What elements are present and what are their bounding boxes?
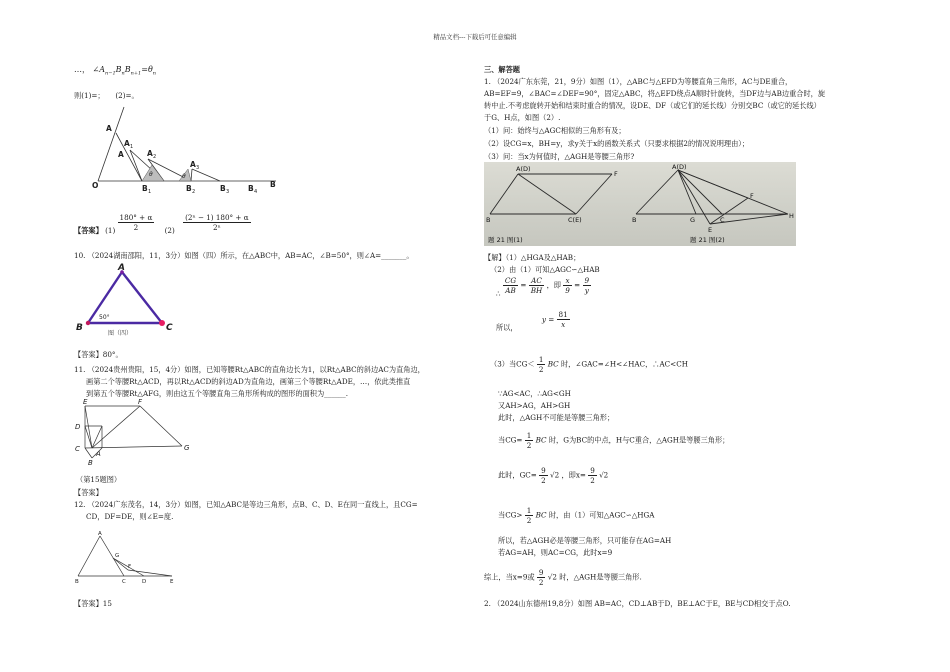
page-header: 精品文档---下载后可任意编辑 bbox=[433, 33, 517, 41]
figure-angle-chain bbox=[84, 105, 284, 197]
photo-1-caption: 题 21 图(1) bbox=[488, 236, 523, 244]
fraction-9-2-c: $\frac{9}{2}$ bbox=[538, 568, 544, 587]
question-12-line-2: CD，DF=DE，则∠E=度. bbox=[86, 512, 174, 521]
solution-7: 又AH>AG，AH>GH bbox=[498, 401, 571, 410]
solution-3 bbox=[496, 276, 591, 298]
label-c: C bbox=[720, 216, 725, 224]
problem-1-q3: （3）问：当x为何值时，△AGH是等腰三角形? bbox=[484, 152, 635, 161]
answer-1 bbox=[74, 213, 251, 235]
question-11-line-1: 11. （2024贵州贵阳，15，4分）如图，已知等腰Rt△ABC的直角边长为1，以Rt△ABC的斜边AC为直角边， bbox=[74, 365, 425, 374]
sub-a2: 2 bbox=[153, 154, 157, 160]
label-d: D bbox=[142, 579, 147, 585]
fraction-81-x: $\frac{81}{x}$ bbox=[558, 310, 568, 329]
answer-11: 【答案】 bbox=[74, 488, 103, 497]
fraction-9-2: $\frac{9}{2}$ bbox=[541, 466, 546, 485]
solution-10-prefix: 此时，GC= bbox=[498, 470, 537, 480]
label-h: H bbox=[789, 212, 794, 220]
photo-2-caption: 题 21 图(2) bbox=[690, 236, 725, 244]
bc-text-2: BC bbox=[535, 435, 547, 445]
bc-text-3: BC bbox=[535, 510, 547, 520]
label-a: A bbox=[106, 124, 112, 133]
top-line-prefix: …， bbox=[74, 65, 90, 74]
photo-figure-1 bbox=[484, 162, 628, 246]
label-a: A bbox=[96, 450, 101, 458]
solution-4 bbox=[496, 310, 570, 332]
solution-8: 此时，△AGH不可能是等腰三角形； bbox=[498, 413, 615, 422]
sub-b2: 2 bbox=[192, 189, 196, 195]
label-ad: A(D) bbox=[516, 165, 531, 173]
label-c: C bbox=[166, 323, 173, 333]
fraction-half: $\frac{1}{2}$ bbox=[538, 355, 544, 374]
label-ce: C(E) bbox=[568, 216, 582, 224]
y-equals: y = bbox=[541, 314, 555, 324]
fraction-half-2: $\frac{1}{2}$ bbox=[526, 431, 532, 450]
figure-11-caption: （第15题图） bbox=[76, 475, 122, 484]
answer-part-1: (1) bbox=[105, 225, 116, 235]
theta-2: θ bbox=[182, 173, 186, 180]
label-o: O bbox=[92, 181, 99, 190]
label-b: B bbox=[75, 579, 79, 585]
solution-13: 若AG=AH，则AC=CG，此时x=9 bbox=[498, 548, 613, 557]
therefore-symbol: ∴ bbox=[496, 288, 501, 298]
root-2-b: √2 bbox=[599, 470, 609, 480]
equals-sign: = bbox=[520, 280, 527, 290]
photo-figure-2 bbox=[628, 162, 796, 246]
label-a3: A bbox=[190, 160, 196, 169]
label-e: E bbox=[708, 226, 713, 234]
label-b: B bbox=[270, 180, 276, 189]
label-b3: B bbox=[220, 184, 226, 193]
answer-label: 【答案】 bbox=[74, 225, 103, 235]
label-f: F bbox=[138, 398, 143, 406]
answer-10: 【答案】80°。 bbox=[74, 350, 123, 359]
label-f: F bbox=[128, 564, 132, 570]
photo-figure-2-drawing bbox=[628, 162, 796, 246]
label-b: B bbox=[486, 216, 491, 224]
fraction-answer-1: $\frac{180^\circ + \alpha}{2}$ bbox=[119, 213, 153, 232]
label-g: G bbox=[690, 216, 696, 224]
problem-1-line-4: 于G、H点，如图（2）. bbox=[484, 113, 561, 122]
bc-text: BC bbox=[547, 359, 559, 369]
point-b bbox=[86, 321, 90, 325]
label-b2: B bbox=[186, 184, 192, 193]
solution-6: ∵AG<AC，∴AG<GH bbox=[498, 389, 571, 398]
figure-triangle-abc bbox=[74, 260, 184, 340]
solution-5-prefix: （3）当CG＜ bbox=[490, 359, 535, 369]
question-11-line-3: 到第五个等腰Rt△AFG，则由这五个等腰直角三角形所构成的图形的面积为______. bbox=[86, 389, 349, 398]
question-11-line-2: 画第二个等腰Rt△ACD，再以Rt△ACD的斜边AD为直角边，画第三个等腰Rt△ADE，…，依此类推直 bbox=[86, 377, 411, 386]
point-c bbox=[159, 320, 165, 326]
label-g: G bbox=[115, 553, 120, 559]
solution-14-suffix: 时，△AGH是等腰三角形. bbox=[559, 572, 642, 582]
solution-11-prefix: 当CG> bbox=[498, 510, 523, 520]
problem-1-line-2: AB=EF=9，∠BAC=∠DEF=90°，固定△ABC，将△EFD绕点A顺时针旋转，当DF边与AB边重合时，旋 bbox=[484, 89, 826, 98]
problem-1-line-3: 转中止.不考虑旋转开始和结束时重合的情况，设DE、DF（或它们的延长线）分别交BC（或它的延长线） bbox=[484, 101, 821, 110]
question-10: 10. （2024湖南邵阳，11，3分）如图（四）所示，在△ABC中，AB=AC，∠B=50°，则∠A=_______。 bbox=[74, 251, 414, 260]
problem-2-line: 2. （2024山东德州19,8分）如图 AB=AC，CD⊥AB于D，BE⊥AC于E，BE与CD相交于点O. bbox=[484, 599, 791, 608]
problem-1-line-1: 1. （2024广东东莞，21，9分）如图（1），△ABC与△EFD为等腰直角三角形，AC与DE重合， bbox=[484, 77, 793, 86]
solution-9-suffix: 时，G为BC的中点，H与C重合，△AGH是等腰三角形； bbox=[548, 435, 730, 445]
top-formula: $\angle A_{n-1}B_nB_{n+1}=\theta_n$ bbox=[92, 65, 156, 77]
solution-14-prefix: 综上，当x=9或 bbox=[484, 572, 535, 582]
label-e: E bbox=[83, 398, 88, 406]
label-f: F bbox=[614, 170, 618, 178]
top-formula-line bbox=[74, 65, 156, 79]
question-12-line-1: 12. （2024广东茂名，14，3分）如图，已知△ABC是等边三角形，点B、C、D、E在同一直线上，且CG= bbox=[74, 500, 418, 509]
angle-label: 50° bbox=[99, 314, 110, 321]
label-a1: A bbox=[124, 139, 130, 148]
root-2-c: √2 bbox=[547, 572, 557, 582]
solution-11-suffix: 时，由（1）可知△AGC∽△HGA bbox=[548, 510, 655, 520]
solution-5 bbox=[490, 355, 688, 374]
fraction-9-2-b: $\frac{9}{2}$ bbox=[590, 466, 595, 485]
label-a: A bbox=[118, 263, 125, 273]
equals-sign-2: = bbox=[574, 280, 581, 290]
label-d: D bbox=[75, 423, 81, 431]
figure-caption: 图（四） bbox=[108, 330, 133, 337]
photo-figure-1-drawing bbox=[484, 162, 628, 246]
fraction-answer-2: $\frac{\text{(2ⁿ − 1) 180° + α}}{\text{2ⁿ}}$ bbox=[185, 213, 249, 232]
figure-right-triangles bbox=[72, 396, 192, 466]
ji-text: ，即 bbox=[546, 280, 561, 290]
solution-14 bbox=[484, 568, 642, 587]
sub-b3: 3 bbox=[226, 189, 230, 195]
fraction-x-9: $\frac{x}{9}$ bbox=[565, 276, 570, 295]
question-line: 则(1)=； (2)=。 bbox=[74, 91, 139, 100]
solution-9 bbox=[498, 431, 729, 450]
label-a: A bbox=[98, 531, 102, 537]
fraction-9-y: $\frac{9}{y}$ bbox=[584, 276, 590, 295]
label-a-lower: A bbox=[118, 150, 124, 159]
figure-equilateral bbox=[72, 530, 182, 586]
problem-1-q1: （1）问：始终与△AGC相似的三角形有及； bbox=[484, 126, 626, 135]
label-c: C bbox=[75, 445, 80, 453]
solution-2: （2）由（1）可知△AGC∽△HAB bbox=[490, 265, 600, 274]
solution-4-prefix: 所以， bbox=[496, 322, 518, 332]
solution-9-prefix: 当CG= bbox=[498, 435, 523, 445]
fraction-ac-bh: $\frac{AC}{BH}$ bbox=[530, 276, 543, 295]
label-b: B bbox=[632, 216, 637, 224]
fraction-half-3: $\frac{1}{2}$ bbox=[526, 506, 532, 525]
label-b: B bbox=[76, 323, 83, 333]
label-c: C bbox=[122, 579, 126, 585]
label-b1: B bbox=[142, 184, 148, 193]
sub-a1: 1 bbox=[130, 144, 134, 150]
theta-1: θ bbox=[149, 171, 153, 178]
solution-12: 所以，若△AGH必是等腰三角形，只可能存在AG=AH bbox=[498, 536, 672, 545]
solution-1: 【解】（1）△HGA及△HAB； bbox=[484, 253, 581, 262]
root-2: √2 bbox=[550, 470, 560, 480]
solution-5-suffix: 时，∠GAC=∠H<∠HAC，∴AC<CH bbox=[560, 359, 688, 369]
label-ad: A(D) bbox=[672, 163, 687, 171]
solution-10-mid: ，即x= bbox=[561, 470, 586, 480]
problem-1-q2: （2）设CG=x，BH=y，求y关于x的函数关系式（只要求根据2的情况说明理由）； bbox=[484, 139, 750, 148]
answer-12: 【答案】15 bbox=[74, 599, 112, 608]
label-b4: B bbox=[248, 184, 254, 193]
solution-11 bbox=[498, 506, 654, 525]
answer-part-2: (2) bbox=[164, 225, 175, 235]
sub-b4: 4 bbox=[254, 189, 258, 195]
label-a2: A bbox=[147, 149, 153, 158]
ray-oa bbox=[98, 107, 124, 181]
sub-a3: 3 bbox=[196, 165, 200, 171]
label-e: E bbox=[170, 579, 174, 585]
sub-b1: 1 bbox=[148, 189, 152, 195]
section-heading: 三、解答题 bbox=[484, 65, 520, 74]
solution-10 bbox=[498, 466, 608, 485]
label-g: G bbox=[184, 444, 190, 452]
label-b: B bbox=[88, 459, 93, 466]
shaded-angle-1 bbox=[142, 165, 164, 181]
label-f: F bbox=[750, 192, 754, 200]
fraction-cg-ab: $\frac{CG}{AB}$ bbox=[504, 276, 517, 295]
